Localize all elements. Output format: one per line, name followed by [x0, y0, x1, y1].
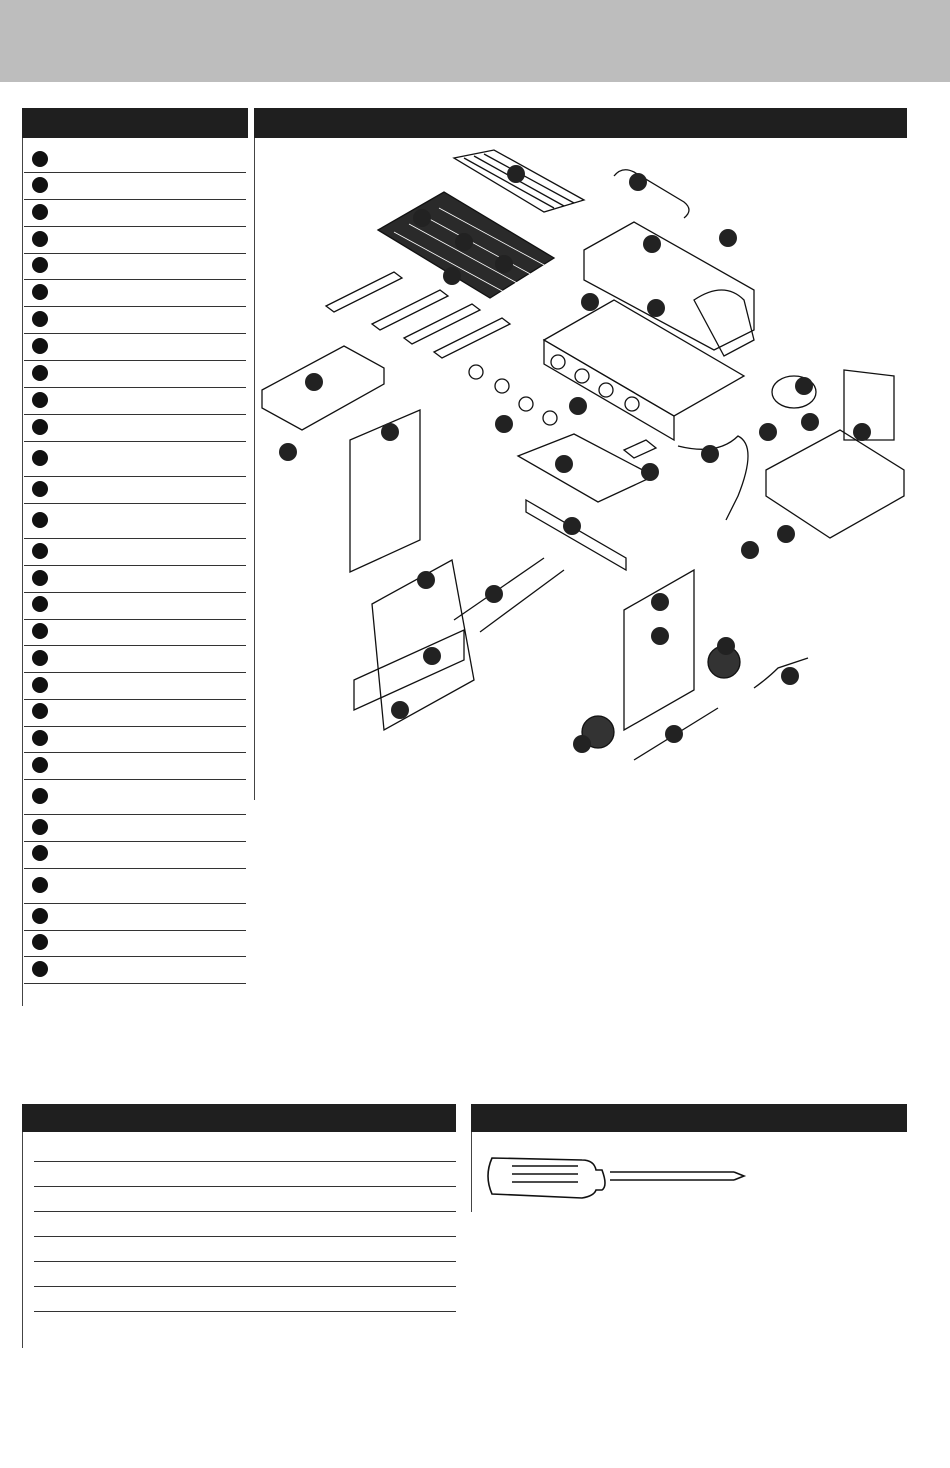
part-number-bullet	[32, 204, 48, 220]
parts-list-row-divider	[24, 387, 246, 388]
parts-list-row-divider	[24, 441, 246, 442]
part-number-bullet	[32, 311, 48, 327]
part-number-bullet	[32, 231, 48, 247]
part-number-bullet	[32, 481, 48, 497]
part-number-bullet	[32, 365, 48, 381]
part-number-bullet	[32, 151, 48, 167]
hardware-row-divider	[34, 1186, 456, 1187]
callout	[417, 571, 435, 589]
hanger-hook	[754, 658, 808, 688]
parts-list-row-divider	[24, 779, 246, 780]
parts-list-row-divider	[24, 956, 246, 957]
parts-list-row-divider	[24, 253, 246, 254]
parts-list-row-divider	[24, 619, 246, 620]
callout	[423, 647, 441, 665]
part-number-bullet	[32, 730, 48, 746]
part-number-bullet	[32, 845, 48, 861]
hardware-row-divider	[34, 1161, 456, 1162]
parts-list-row-divider	[24, 360, 246, 361]
bottom-panel	[354, 630, 464, 710]
hardware-row-divider	[34, 1311, 456, 1312]
part-number-bullet	[32, 677, 48, 693]
callout	[455, 233, 473, 251]
callout	[391, 701, 409, 719]
part-number-bullet	[32, 908, 48, 924]
hardware-row-divider	[34, 1286, 456, 1287]
parts-list-row-divider	[24, 538, 246, 539]
parts-list-row-divider	[24, 814, 246, 815]
control-knobs	[469, 365, 557, 425]
callout	[717, 637, 735, 655]
parts-list-row-divider	[24, 199, 246, 200]
tools-header	[471, 1104, 907, 1132]
part-number-bullet	[32, 419, 48, 435]
lid-handle	[614, 170, 689, 218]
part-number-bullet	[32, 877, 48, 893]
diagram-header	[254, 108, 907, 138]
part-number-bullet	[32, 650, 48, 666]
part-number-bullet	[32, 623, 48, 639]
parts-list-row-divider	[24, 306, 246, 307]
callout	[781, 667, 799, 685]
parts-list-row-divider	[24, 279, 246, 280]
exploded-grill-diagram	[254, 140, 914, 780]
callout	[413, 209, 431, 227]
parts-list-row-divider	[24, 672, 246, 673]
part-number-bullet	[32, 257, 48, 273]
part-number-bullet	[32, 757, 48, 773]
callout	[759, 423, 777, 441]
callout	[801, 413, 819, 431]
callout	[651, 627, 669, 645]
callout	[777, 525, 795, 543]
callout	[719, 229, 737, 247]
callout	[507, 165, 525, 183]
hardware-header	[22, 1104, 456, 1132]
part-number-bullet	[32, 512, 48, 528]
callout	[665, 725, 683, 743]
callout	[555, 455, 573, 473]
callout	[381, 423, 399, 441]
part-number-bullet	[32, 570, 48, 586]
callout	[495, 415, 513, 433]
part-number-bullet	[32, 543, 48, 559]
part-number-bullet	[32, 392, 48, 408]
callout	[641, 463, 659, 481]
part-number-bullet	[32, 450, 48, 466]
parts-list-row-divider	[24, 414, 246, 415]
parts-list-header	[22, 108, 248, 138]
parts-list-row-divider	[24, 699, 246, 700]
parts-list-row-divider	[24, 645, 246, 646]
parts-list-row-divider	[24, 903, 246, 904]
callout	[629, 173, 647, 191]
callout	[569, 397, 587, 415]
part-number-bullet	[32, 177, 48, 193]
part-number-bullet	[32, 284, 48, 300]
callout	[279, 443, 297, 461]
parts-list-row-divider	[24, 503, 246, 504]
side-table	[262, 346, 384, 430]
hardware-border	[22, 1132, 23, 1348]
callout	[573, 735, 591, 753]
tools-border	[471, 1132, 472, 1212]
part-number-bullet	[32, 338, 48, 354]
parts-list-row-divider	[24, 841, 246, 842]
side-burner	[766, 370, 904, 538]
grease-cup	[624, 440, 656, 458]
hardware-row-divider	[34, 1211, 456, 1212]
parts-list-row-divider	[24, 752, 246, 753]
callout	[495, 255, 513, 273]
hardware-row-divider	[34, 1261, 456, 1262]
callout	[647, 299, 665, 317]
callout	[563, 517, 581, 535]
part-number-bullet	[32, 596, 48, 612]
parts-list-border	[22, 138, 23, 1006]
parts-list-row-divider	[24, 226, 246, 227]
callout	[651, 593, 669, 611]
parts-list-row-divider	[24, 868, 246, 869]
parts-list-row-divider	[24, 726, 246, 727]
callout	[643, 235, 661, 253]
top-banner	[0, 0, 950, 82]
callout	[305, 373, 323, 391]
part-number-bullet	[32, 934, 48, 950]
callout	[853, 423, 871, 441]
grease-tray	[518, 434, 654, 502]
part-number-bullet	[32, 703, 48, 719]
hardware-row-divider	[34, 1236, 456, 1237]
callout	[741, 541, 759, 559]
firebox	[544, 300, 744, 440]
phillips-screwdriver-icon	[482, 1150, 752, 1202]
callout	[795, 377, 813, 395]
callout	[701, 445, 719, 463]
parts-list-row-divider	[24, 476, 246, 477]
parts-list-row-divider	[24, 592, 246, 593]
parts-list-row-divider	[24, 930, 246, 931]
parts-list-row-divider	[24, 333, 246, 334]
callout	[485, 585, 503, 603]
parts-list-row-divider	[24, 172, 246, 173]
parts-list-row-divider	[24, 983, 246, 984]
parts-list-row-divider	[24, 565, 246, 566]
part-number-bullet	[32, 961, 48, 977]
part-number-bullet	[32, 819, 48, 835]
callout	[443, 267, 461, 285]
callout	[581, 293, 599, 311]
part-number-bullet	[32, 788, 48, 804]
